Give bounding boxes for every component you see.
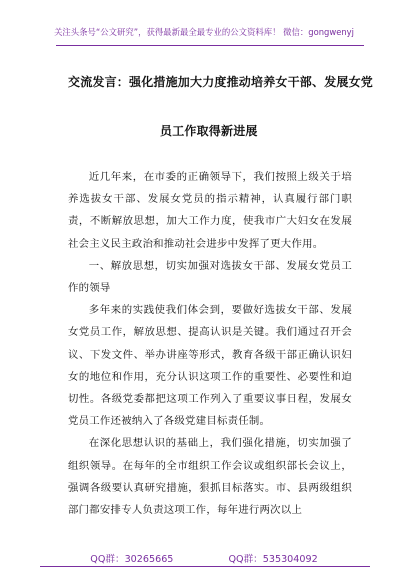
document-body (68, 166, 352, 521)
footer-qq-group-1: QQ群：30265665 (90, 554, 174, 565)
document-title-line1: 交流发言：强化措施加大力度推动培养女干部、发展女党 (68, 75, 374, 89)
section-heading-1: 一、解放思想，切实加强对选拔女干部、发展女党员工作的领导 (68, 259, 352, 295)
footer (0, 551, 408, 565)
footer-divider (40, 566, 370, 567)
footer-qq-group-2: QQ群：535304092 (228, 554, 318, 565)
paragraph-measures: 在深化思想认识的基础上，我们强化措施，切实加强了组织领导。在每年的全市组织工作会议或组织部长会议上，强调各级要认真研究措施，狠抓目标落实。市、县两级组织部门都安排专人负责这项工作，每年进行两次以上 (68, 437, 352, 517)
paragraph-practice: 多年来的实践使我们体会到，要做好选拔女干部、发展女党员工作，解放思想、提高认识是关键。我们通过召开会议、下发文件、举办讲座等形式，教育各级干部正确认识妇女的地位和作用，充分认识这项工作的重要性、必要性和迫切性。各级党委都把这项工作列入了重要议事日程，发展女党员工作还被纳入了各级党建目标责任制。 (68, 304, 352, 428)
header-banner: 关注头条号“公文研究”，获得最新最全最专业的公文资料库！ 微信：gongwenyj (54, 27, 354, 37)
header-divider (56, 45, 364, 46)
document-title-line2: 员工作取得新进展 (160, 124, 258, 138)
paragraph-intro: 近几年来，在市委的正确领导下，我们按照上级关于培养选拔女干部、发展女党员的指示精神，认真履行部门职责，不断解放思想，加大工作力度，使我市广大妇女在发展社会主义民主政治和推动社会进步中发挥了更大作用。 (68, 171, 352, 250)
